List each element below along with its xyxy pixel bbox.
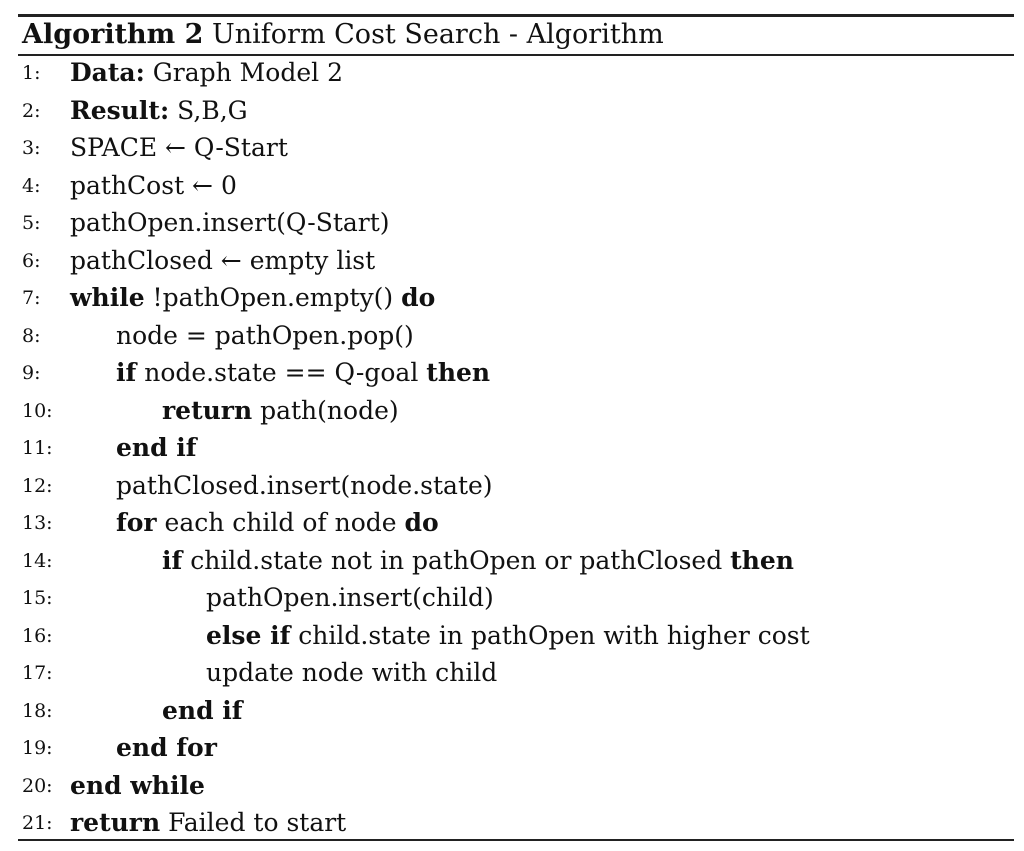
line-number: 11: [22, 437, 53, 459]
code-text: node.state == Q-goal [136, 358, 427, 387]
line-number: 7: [22, 287, 41, 309]
line-code [116, 355, 490, 391]
code-text: pathCost ← 0 [70, 170, 237, 200]
line-code [70, 55, 343, 91]
code-text: node = pathOpen.pop() [116, 320, 414, 350]
code-text: path(node) [252, 395, 399, 425]
line-number: 1: [22, 62, 41, 84]
line-number: 13: [22, 512, 53, 534]
line-number: 21: [22, 812, 53, 834]
line-number: 16: [22, 624, 53, 647]
line-number: 15: [22, 587, 53, 609]
line-code [162, 543, 794, 579]
keyword: Result: [70, 95, 170, 125]
line-code [206, 655, 497, 691]
keyword: end if [162, 695, 243, 725]
line-code [116, 318, 414, 354]
line-number: 19: [22, 737, 53, 759]
algorithm-label: Algorithm 2 [22, 19, 204, 50]
line-number: 20: [22, 774, 53, 797]
keyword: do [404, 508, 439, 537]
line-code [116, 730, 217, 766]
line-number: 12: [22, 474, 53, 497]
keyword: if [162, 545, 183, 575]
line-code [70, 280, 435, 316]
line-code [116, 505, 439, 541]
code-text: !pathOpen.empty() [144, 283, 402, 312]
line-number: 18: [22, 699, 53, 722]
line-number: 14: [22, 549, 53, 572]
line-code [70, 93, 248, 129]
line-code [206, 580, 494, 616]
line-number: 8: [22, 324, 41, 347]
line-code [70, 130, 288, 166]
line-number: 17: [22, 662, 53, 684]
line-code [70, 243, 375, 279]
algorithm-caption [22, 17, 664, 53]
line-code [206, 618, 810, 654]
line-number: 10: [22, 399, 53, 422]
keyword: do [401, 283, 436, 312]
keyword: return [70, 808, 161, 837]
keyword: end if [116, 433, 197, 462]
code-text: child.state in pathOpen with higher cost [290, 620, 810, 650]
code-text: each child of node [156, 508, 405, 537]
line-code [162, 693, 243, 729]
keyword: then [730, 545, 794, 575]
line-number: 5: [22, 212, 41, 234]
keyword: then [426, 358, 491, 387]
keyword: while [70, 283, 145, 312]
code-text: Graph Model 2 [144, 58, 343, 87]
line-code [116, 430, 197, 466]
code-text: pathClosed.insert(node.state) [116, 470, 493, 500]
line-number: 6: [22, 249, 41, 272]
bottom-rule [18, 839, 1014, 841]
line-number: 4: [22, 174, 41, 197]
code-text: pathOpen.insert(Q-Start) [70, 208, 390, 237]
code-text: Failed to start [160, 808, 347, 837]
code-text: S,B,G [169, 95, 248, 125]
line-code [70, 168, 237, 204]
code-text: pathClosed ← empty list [70, 245, 376, 275]
line-code [116, 468, 493, 504]
code-text: update node with child [206, 658, 498, 687]
keyword: end for [116, 733, 217, 762]
line-code [70, 768, 205, 804]
line-code [162, 393, 399, 429]
line-code [70, 205, 390, 241]
line-code [70, 805, 346, 841]
line-number: 9: [22, 362, 41, 384]
code-text: pathOpen.insert(child) [206, 583, 494, 612]
algorithm-title: Uniform Cost Search - Algorithm [212, 19, 664, 50]
code-text: child.state not in pathOpen or pathClosed [182, 545, 731, 575]
keyword: for [116, 508, 157, 537]
line-number: 2: [22, 99, 41, 122]
keyword: if [116, 358, 137, 387]
keyword: Data: [70, 58, 145, 87]
keyword: end while [70, 770, 205, 800]
line-number: 3: [22, 137, 41, 159]
code-text: SPACE ← Q-Start [70, 133, 288, 162]
keyword: return [162, 395, 253, 425]
keyword: else if [206, 620, 291, 650]
